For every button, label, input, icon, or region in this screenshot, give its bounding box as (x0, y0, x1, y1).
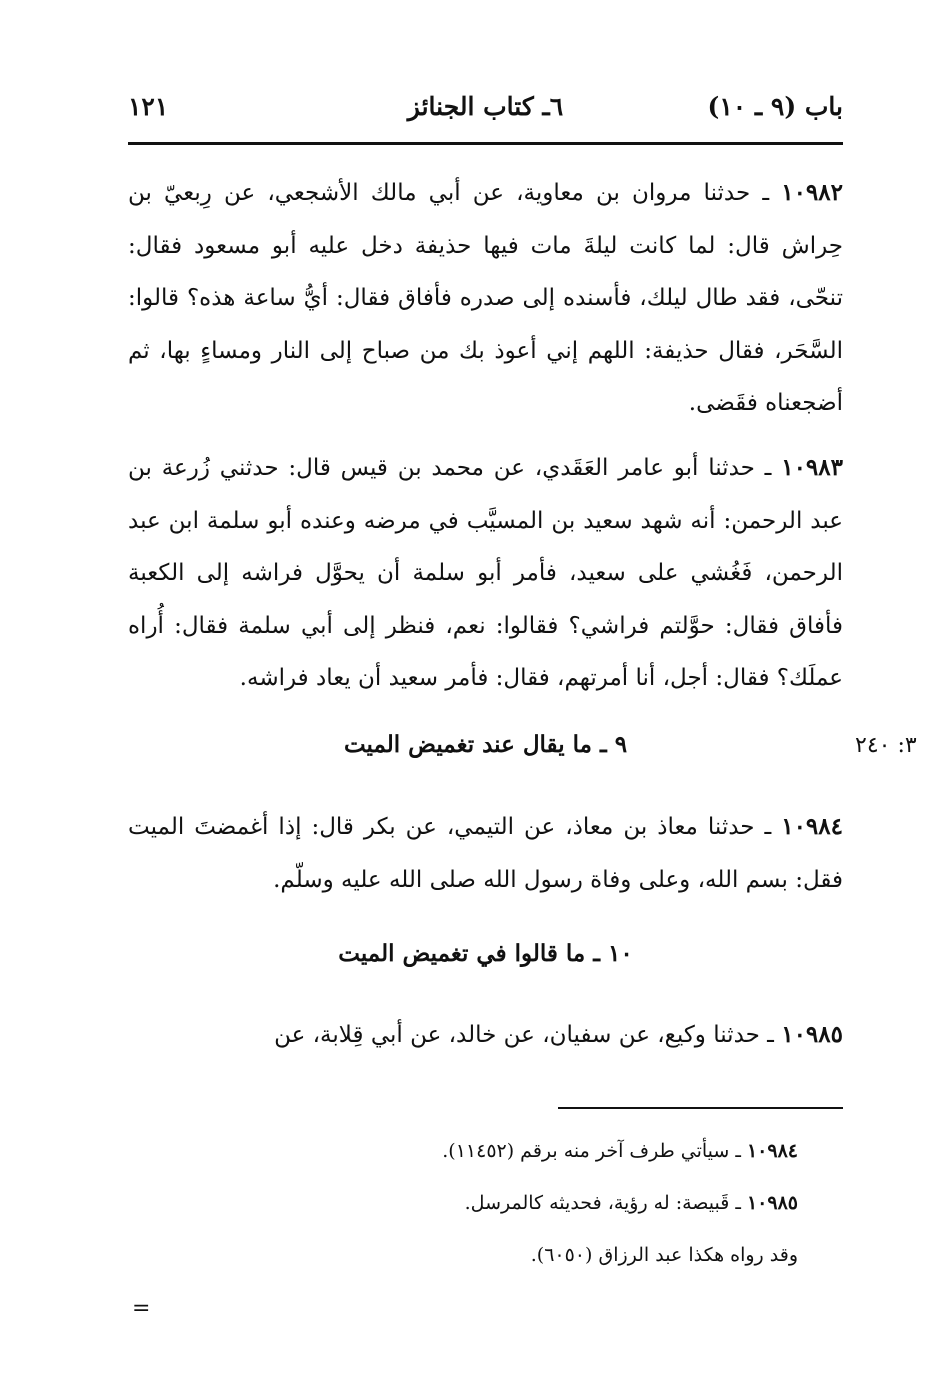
hadith-10984 (128, 801, 843, 906)
footnote-text: ـ سيأتي طرف آخر منه برقم (١١٤٥٢). (442, 1140, 747, 1162)
hadith-text: ـ حدثنا أبو عامر العَقَدي، عن محمد بن قيس قال: حدثني زُرعة بن عبد الرحمن: أنه شهد سعيد بن المسيَّب في مرضه وعنده أبو سلمة ابن عبد الرحمن، فَغُشي على سعيد، فأمر أبو سلمة أن يحوَّل فراشه إلى الكعبة فأفاق فقال: حوَّلتم فراشي؟ فقالوا: نعم، فنظر إلى أبي سلمة فقال: أُراه عملَك؟ فقال: أجل، أنا أمرتهم، فقال: فأمر سعيد أن يعاد فراشه. (128, 455, 843, 691)
footnote-divider (558, 1107, 843, 1109)
footnote-number: ١٠٩٨٥ (746, 1192, 798, 1214)
book-title: ٦ـ كتاب الجنائز (407, 92, 564, 121)
hadith-number: ١٠٩٨٣ (781, 454, 843, 481)
page-header (128, 88, 843, 132)
section-heading-10: ١٠ ـ ما قالوا في تغميض الميت (338, 940, 633, 967)
header-divider (128, 142, 843, 145)
footnote-10985-continued (128, 1244, 798, 1266)
footnote-10985 (128, 1192, 798, 1214)
section-heading-9: ٩ ـ ما يقال عند تغميض الميت (343, 731, 628, 758)
hadith-number: ١٠٩٨٢ (781, 179, 843, 206)
continuation-mark: = (132, 1296, 151, 1321)
hadith-number: ١٠٩٨٥ (781, 1021, 843, 1048)
hadith-10983 (128, 442, 843, 705)
footnote-10984 (128, 1140, 798, 1162)
hadith-text: ـ حدثنا وكيع، عن سفيان، عن خالد، عن أبي قِلابة، عن (274, 1022, 782, 1048)
footnote-text: وقد رواه هكذا عبد الرزاق (٦٠٥٠). (530, 1244, 798, 1266)
page-number: ١٢١ (128, 92, 169, 121)
footnote-text: ـ قَبيصة: له رؤية، فحديثه كالمرسل. (464, 1192, 747, 1214)
margin-reference: ٣: ٢٤٠ (855, 733, 917, 758)
footnote-number: ١٠٩٨٤ (746, 1140, 798, 1162)
hadith-number: ١٠٩٨٤ (781, 813, 843, 840)
hadith-text: ـ حدثنا مروان بن معاوية، عن أبي مالك الأشجعي، عن رِبعيّ بن حِراش قال: لما كانت ليلةَ مات فيها حذيفة دخل عليه أبو مسعود فقال: تنحّى، فقد طال ليلك، فأسنده إلى صدره فأفاق فقال: أيُّ ساعة هذه؟ قالوا: السَّحَر، فقال حذيفة: اللهم إني أعوذ بك من صباح إلى النار ومساءٍ بها، ثم أضجعناه فقَضى. (128, 180, 843, 416)
hadith-10982 (128, 167, 843, 430)
hadith-text: ـ حدثنا معاذ بن معاذ، عن التيمي، عن بكر قال: إذا أغمضتَ الميت فقل: بسم الله، وعلى وفاة رسول الله صلى الله عليه وسلّم. (128, 814, 843, 893)
chapter-range: باب (٩ ـ ١٠) (707, 92, 843, 121)
hadith-10985 (128, 1009, 843, 1062)
